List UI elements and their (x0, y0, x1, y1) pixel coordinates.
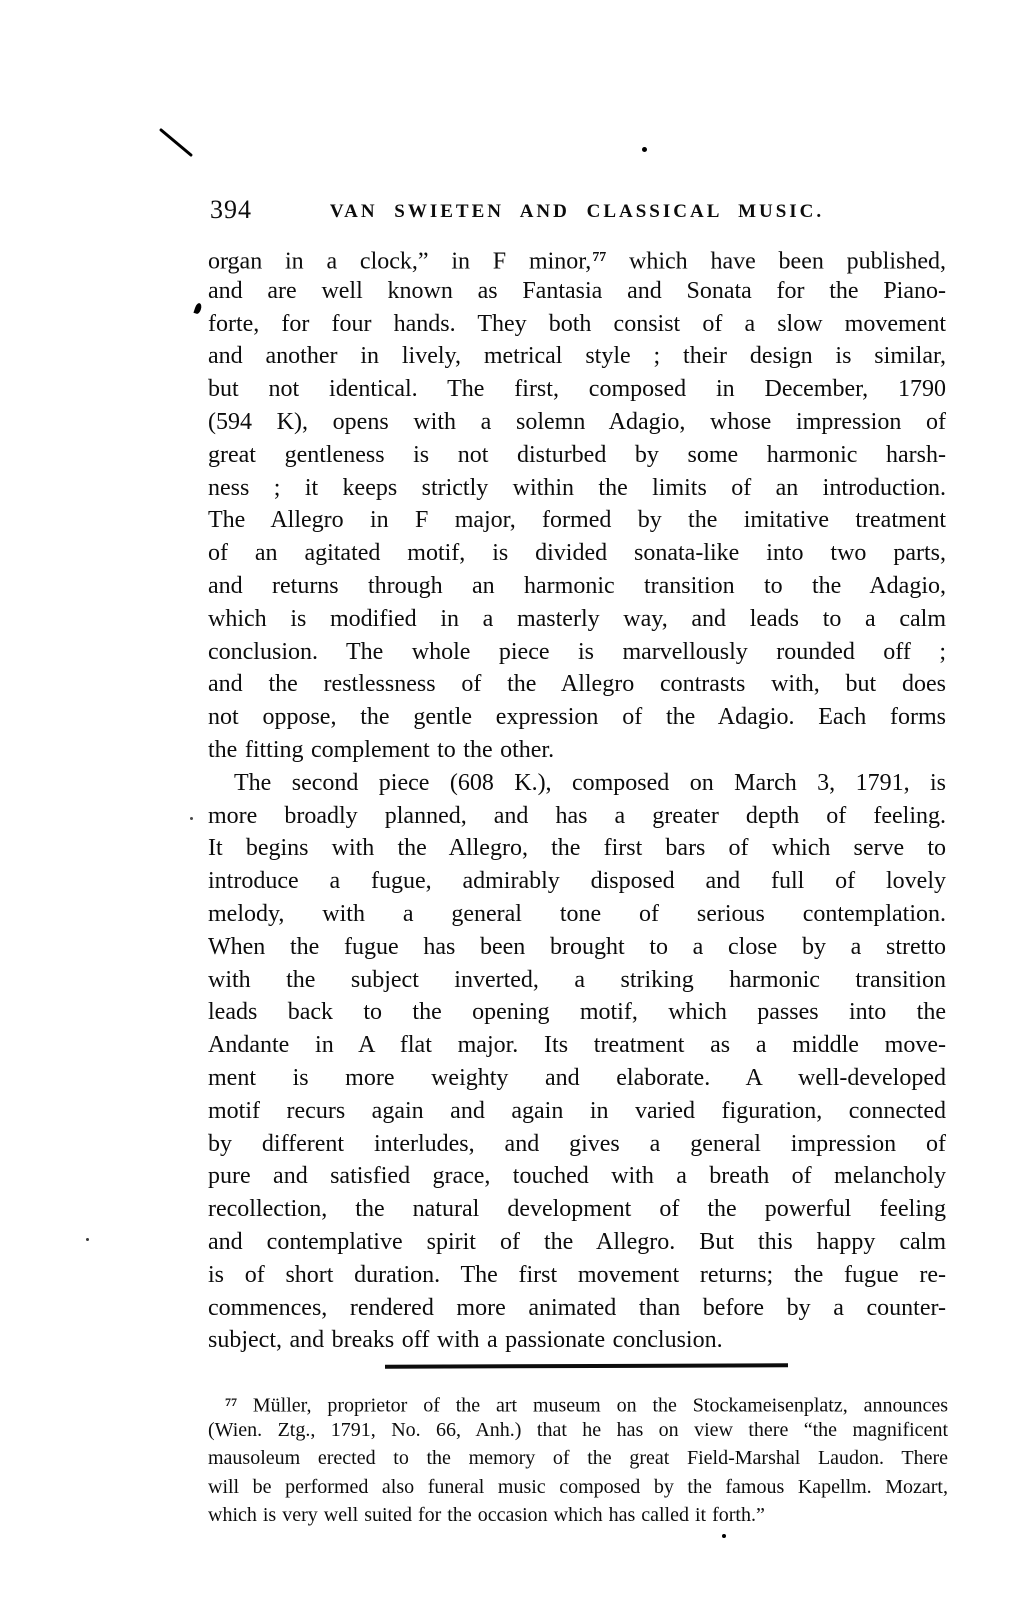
page-number: 394 (210, 195, 252, 224)
text-line: and contemplative spirit of the Allegro. But this happy calm (208, 1228, 946, 1255)
text-line: by different interludes, and gives a general impression of (208, 1130, 946, 1157)
text-line: which is modified in a masterly way, and leads to a calm (208, 605, 946, 632)
footnote (208, 1388, 948, 1529)
footnote-ref: 77 (225, 1395, 237, 1409)
text-line: not oppose, the gentle expression of the Adagio. Each forms (208, 704, 946, 731)
text-line: commences, rendered more animated than before by a counter- (208, 1294, 946, 1321)
text-line: and returns through an harmonic transition to the Adagio, (208, 572, 946, 599)
text-line: and another in lively, metrical style ; their design is similar, (208, 343, 946, 370)
text-line: introduce a fugue, admirably disposed and full of lovely (208, 868, 946, 895)
footnote-line: $^{77}$ Müller, proprietor of the art museum on the Stockameisenplatz, announces (225, 1394, 948, 1417)
footnote-line: will be performed also funeral music composed by the famous Kapellm. Mozart, (208, 1475, 948, 1498)
text-line: ment is more weighty and elaborate. A well-developed (208, 1064, 946, 1091)
text-line: motif recurs again and again in varied figuration, connected (208, 1097, 946, 1124)
ink-dot-top (642, 147, 647, 152)
text-line: the fitting complement to the other. (208, 736, 555, 763)
text-line: (594 K), opens with a solemn Adagio, whose impression of (208, 408, 946, 435)
text-line: organ in a clock,” in F minor,$^{77}$ which have been published, (208, 248, 946, 275)
text-line: ness ; it keeps strictly within the limits of an introduction. (208, 474, 946, 501)
text-line: of an agitated motif, is divided sonata-like into two parts, (208, 540, 946, 567)
footnote-line: (Wien. Ztg., 1791, No. 66, Anh.) that he has on view there “the magnificent (208, 1419, 948, 1442)
text-line: forte, for four hands. They both consist of a slow movement (208, 310, 946, 337)
footnote-ref: 77 (592, 250, 607, 265)
text-line: more broadly planned, and has a greater depth of feeling. (208, 802, 946, 829)
text-line: subject, and breaks off with a passionate conclusion. (208, 1327, 723, 1354)
body-text (208, 242, 946, 1357)
footnote-line: mausoleum erected to the memory of the great Field-Marshal Laudon. There (208, 1447, 948, 1470)
paragraph (208, 242, 946, 767)
ink-mark-margin (193, 302, 202, 314)
text-line: The second piece (608 K.), composed on March 3, 1791, is (234, 769, 946, 796)
footnote-line: which is very well suited for the occasion which has called it forth.” (208, 1503, 765, 1526)
pen-stroke-artifact (159, 128, 193, 157)
text-line: melody, with a general tone of serious contemplation. (208, 900, 946, 927)
footnote-divider (385, 1363, 788, 1368)
text-line: and the restlessness of the Allegro contrasts with, but does (208, 671, 946, 698)
text-line: recollection, the natural development of the powerful feeling (208, 1196, 946, 1223)
ink-dot-bottom (722, 1534, 726, 1538)
text-line: is of short duration. The first movement returns; the fugue re- (208, 1261, 946, 1288)
text-line: The Allegro in F major, formed by the imitative treatment (208, 507, 946, 534)
running-title: VAN SWIETEN AND CLASSICAL MUSIC. (329, 201, 825, 222)
text-line: Andante in A flat major. Its treatment as a middle move- (208, 1032, 946, 1059)
ink-speck (86, 1238, 89, 1241)
text-line: with the subject inverted, a striking harmonic transition (208, 966, 946, 993)
text-line: leads back to the opening motif, which passes into the (208, 999, 946, 1026)
text-line: and are well known as Fantasia and Sonata for the Piano- (208, 277, 946, 304)
text-line: but not identical. The first, composed in December, 1790 (208, 376, 946, 403)
text-line: It begins with the Allegro, the first bars of which serve to (208, 835, 946, 862)
ink-speck (190, 817, 193, 820)
text-line: pure and satisfied grace, touched with a breath of melancholy (208, 1163, 946, 1190)
paragraph (208, 767, 946, 1357)
text-line: When the fugue has been brought to a close by a stretto (208, 933, 946, 960)
text-line: great gentleness is not disturbed by some harmonic harsh- (208, 441, 946, 468)
text-line: conclusion. The whole piece is marvellously rounded off ; (208, 638, 946, 665)
